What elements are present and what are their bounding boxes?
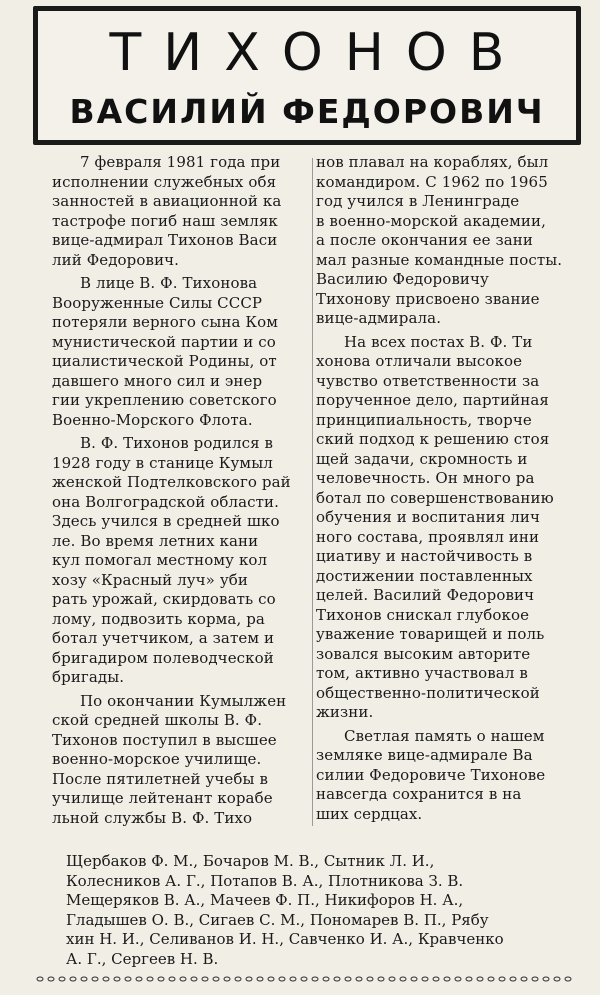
text-line: рать урожай, скирдовать со	[52, 590, 276, 608]
text-line: исполнении служебных обя	[52, 172, 277, 191]
ornament-link	[521, 977, 527, 981]
text-line: ботал учетчиком, а затем и	[52, 629, 275, 647]
ornament-link	[169, 977, 175, 981]
ornament-link	[532, 977, 538, 981]
text-line: В. Ф. Тихонов родился в	[80, 434, 274, 452]
ornament-link	[389, 977, 395, 981]
ornament-link	[202, 977, 208, 981]
text-line: занностей в авиационной ка	[52, 192, 282, 210]
ornament-link	[400, 977, 406, 981]
ornament-link	[323, 977, 329, 981]
ornament-link	[554, 977, 560, 981]
text-line: достижении поставленных	[316, 566, 533, 585]
text-line: навсегда сохранится в на	[316, 785, 522, 803]
surname-heading: ТИХОНОВ	[109, 23, 527, 83]
text-line: год учился в Ленинграде	[316, 192, 520, 210]
text-line: земляке вице-адмирале Ва	[316, 746, 533, 764]
text-line: льной службы В. Ф. Тихо	[52, 808, 253, 827]
text-line: Вооруженные Силы СССР	[52, 293, 263, 312]
ornament-link	[334, 977, 340, 981]
ornament-link	[268, 977, 274, 981]
title-frame	[33, 6, 581, 145]
ornament-link	[37, 977, 43, 981]
ornament-link	[147, 977, 153, 981]
text-line: порученное дело, партийная	[316, 391, 549, 409]
ornament-link	[411, 977, 417, 981]
ornament-link	[455, 977, 461, 981]
text-line: жизни.	[316, 703, 374, 721]
ornament-link	[378, 977, 384, 981]
ornament-link	[48, 977, 54, 981]
ornament-link	[345, 977, 351, 981]
text-line: Тихонов снискал глубокое	[316, 605, 530, 624]
text-line: уважение товарищей и поль	[316, 625, 545, 643]
ornament-link	[81, 977, 87, 981]
text-line: принципиальность, творче	[316, 410, 532, 429]
text-line: мунистической партии и со	[52, 332, 276, 351]
signature-line: хин Н. И., Селиванов И. Н., Савченко И. А., Кравченко	[66, 930, 504, 948]
text-line: мал разные командные посты.	[316, 250, 563, 269]
text-line: Василию Федоровичу	[316, 270, 489, 288]
text-line: бригадиром полеводческой	[52, 648, 274, 667]
ornament-link	[367, 977, 373, 981]
text-line: ботал по совершенствованию	[316, 488, 554, 507]
ornament-link	[433, 977, 439, 981]
column-divider	[312, 158, 313, 826]
text-line: тастрофе погиб наш земляк	[52, 211, 278, 230]
text-line: целей. Василий Федорович	[316, 586, 535, 604]
text-line: хонова отличали высокое	[316, 352, 523, 370]
ornament-link	[290, 977, 296, 981]
signature-line: Мещеряков В. А., Мачеев Ф. П., Никифоров Н. А.,	[66, 891, 464, 909]
text-line: женской Подтелковского рай	[52, 473, 291, 491]
text-line: потеряли верного сына Ком	[52, 313, 279, 331]
text-line: По окончании Кумылжен	[80, 691, 287, 710]
signatures-block	[66, 852, 586, 969]
ornament-link	[158, 977, 164, 981]
text-line: том, активно участвовал в	[316, 664, 528, 682]
ornament-link	[466, 977, 472, 981]
ornament-link	[191, 977, 197, 981]
ornament-link	[312, 977, 318, 981]
text-line: силии Федоровиче Тихонове	[316, 765, 546, 784]
text-line: После пятилетней учебы в	[52, 769, 268, 788]
text-line: человечность. Он много ра	[316, 469, 535, 487]
ornament-link	[235, 977, 241, 981]
text-line: кул помогал местному кол	[52, 551, 268, 569]
ornament-link	[444, 977, 450, 981]
text-line: чувство ответственности за	[316, 371, 540, 390]
text-line: хозу «Красный луч» уби	[52, 570, 248, 589]
given-names-heading: ВАСИЛИЙ ФЕДОРОВИЧ	[69, 92, 545, 131]
signature-line: А. Г., Сергеев Н. В.	[66, 949, 219, 968]
ornament-link	[488, 977, 494, 981]
text-line: ле. Во время летних кани	[52, 531, 259, 550]
ornament-link	[565, 977, 571, 981]
text-line: ской средней школы В. Ф.	[52, 711, 263, 729]
signature-line: Колесников А. Г., Потапов В. А., Плотникова З. В.	[66, 871, 464, 890]
text-line: в военно-морской академии,	[316, 211, 546, 230]
text-line: вице-адмирал Тихонов Васи	[52, 231, 278, 249]
text-line: вице-адмирала.	[316, 309, 442, 327]
left-text-column	[52, 153, 312, 828]
text-line: училище лейтенант корабе	[52, 789, 273, 807]
text-line: циалистической Родины, от	[52, 352, 277, 370]
text-line: ших сердцах.	[316, 804, 423, 823]
text-line: щей задачи, скромность и	[316, 449, 528, 468]
text-line: Тихонову присвоено звание	[316, 289, 540, 308]
text-line: давшего много сил и энер	[52, 371, 263, 390]
text-line: нов плавал на кораблях, был	[316, 153, 549, 171]
ornament-link	[103, 977, 109, 981]
text-line: командиром. С 1962 по 1965	[316, 172, 548, 191]
text-line: Тихонов поступил в высшее	[52, 730, 277, 749]
ornament-link	[136, 977, 142, 981]
ornament-link	[180, 977, 186, 981]
text-line: а после окончания ее зани	[316, 231, 533, 249]
ornament-link	[499, 977, 505, 981]
text-line: военно-морское училище.	[52, 750, 262, 768]
text-line: лий Федорович.	[52, 250, 180, 269]
text-line: общественно-политической	[316, 683, 540, 702]
ornament-link	[224, 977, 230, 981]
text-line: ский подход к решению стоя	[316, 430, 550, 448]
text-line: 7 февраля 1981 года при	[80, 153, 281, 171]
decorative-rule	[34, 974, 574, 984]
ornament-link	[59, 977, 65, 981]
text-line: она Волгоградской области.	[52, 492, 280, 511]
text-line: Светлая память о нашем	[344, 726, 545, 745]
ornament-link	[477, 977, 483, 981]
ornament-link	[279, 977, 285, 981]
ornament-link	[246, 977, 252, 981]
ornament-link	[213, 977, 219, 981]
text-line: циативу и настойчивость в	[316, 547, 533, 565]
right-text-column	[316, 153, 584, 824]
ornament-link	[125, 977, 131, 981]
ornament-link	[70, 977, 76, 981]
signature-line: Щербаков Ф. М., Бочаров М. В., Сытник Л. И.,	[66, 852, 435, 870]
text-line: Здесь учился в средней шко	[52, 512, 280, 530]
ornament-link	[510, 977, 516, 981]
ornament-link	[356, 977, 362, 981]
ornament-link	[422, 977, 428, 981]
text-line: На всех постах В. Ф. Ти	[344, 332, 533, 351]
text-line: Военно-Морского Флота.	[52, 410, 253, 429]
text-line: гии укреплению советского	[52, 391, 277, 409]
text-line: обучения и воспитания лич	[316, 508, 540, 526]
text-line: зовался высоким авторите	[316, 644, 531, 663]
text-line: ного состава, проявлял ини	[316, 527, 540, 546]
ornament-link	[114, 977, 120, 981]
text-line: 1928 году в станице Кумыл	[52, 453, 273, 472]
ornament-link	[92, 977, 98, 981]
text-line: бригады.	[52, 668, 125, 686]
ornament-link	[257, 977, 263, 981]
text-line: В лице В. Ф. Тихонова	[80, 274, 258, 292]
signature-line: Гладышев О. В., Сигаев С. М., Пономарев В. П., Рябу	[66, 910, 489, 929]
ornament-link	[301, 977, 307, 981]
ornament-link	[543, 977, 549, 981]
text-line: лому, подвозить корма, ра	[52, 609, 265, 628]
